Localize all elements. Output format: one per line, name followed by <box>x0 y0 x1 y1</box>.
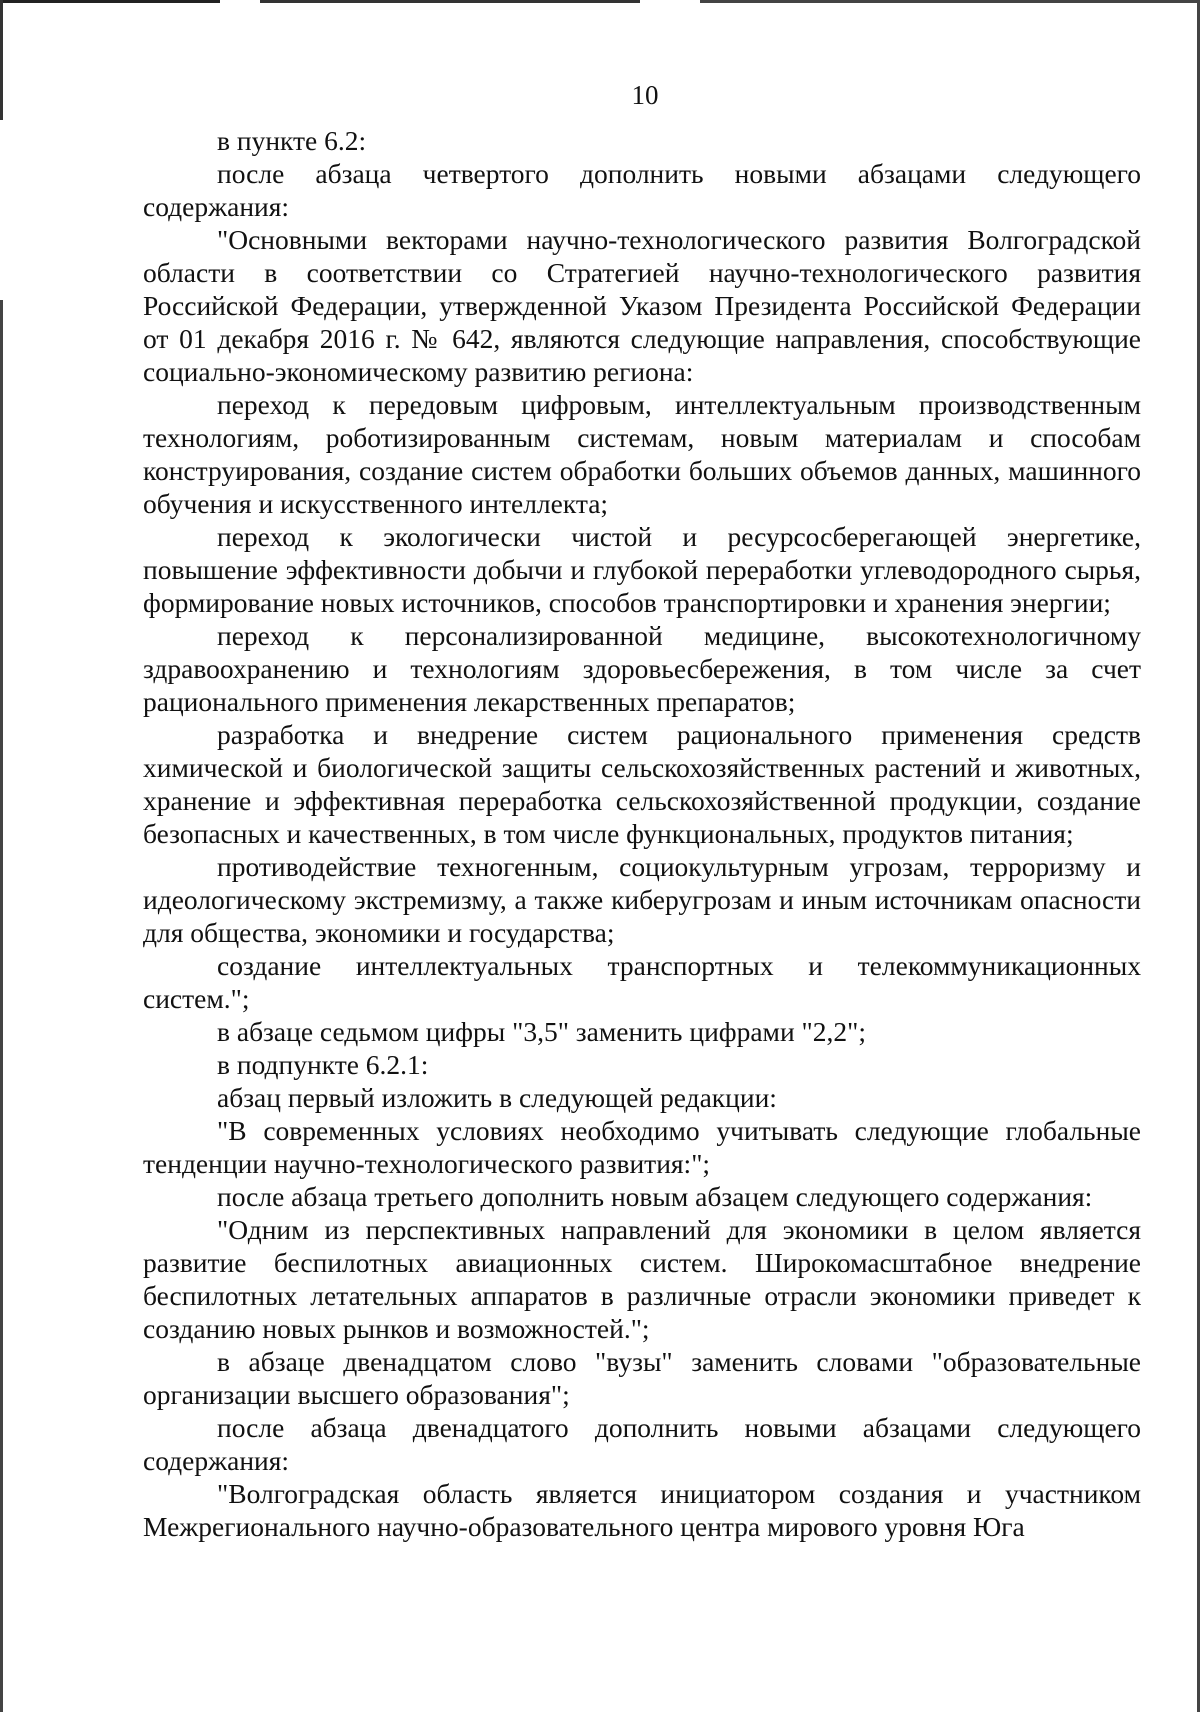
paragraph: противодействие техногенным, социокультурным угрозам, терроризму и идеологическому экстремизму, а также киберугрозам и иным источникам опасности для общества, экономики и государства; <box>143 851 1141 948</box>
paragraph: в абзаце седьмом цифры "3,5" заменить цифрами "2,2"; <box>217 1016 867 1047</box>
paragraph: после абзаца третьего дополнить новым абзацем следующего содержания: <box>217 1181 1093 1212</box>
paragraph: абзац первый изложить в следующей редакции: <box>217 1082 777 1113</box>
paragraph: после абзаца двенадцатого дополнить новыми абзацами следующего содержания: <box>143 1412 1141 1476</box>
paragraph: в абзаце двенадцатом слово "вузы" заменить словами "образовательные организации высшего образования"; <box>143 1346 1141 1410</box>
paragraph: после абзаца четвертого дополнить новыми абзацами следующего содержания: <box>143 158 1141 222</box>
paragraph: "Одним из перспективных направлений для экономики в целом является развитие беспилотных авиационных систем. Широкомасштабное внедрение беспилотных летательных аппаратов в различные отрасли экономики приведет к созданию новых рынков и возможностей."; <box>143 1214 1141 1344</box>
paragraph: в подпункте 6.2.1: <box>217 1049 429 1080</box>
scan-edge-top <box>0 0 1200 3</box>
paragraph: "Волгоградская область является инициатором создания и участником Межрегионального научно-образовательного центра мирового уровня Юга <box>143 1478 1141 1542</box>
paragraph: переход к передовым цифровым, интеллектуальным производственным технологиям, роботизированным системам, новым материалам и способам конструирования, создание систем обработки больших объемов данных, машинного обучения и искусственного интеллекта; <box>143 389 1141 519</box>
paragraph: в пункте 6.2: <box>217 125 367 156</box>
page-number: 10 <box>631 80 659 110</box>
paragraph: разработка и внедрение систем рационального применения средств химической и биологической защиты сельскохозяйственных растений и животных, хранение и эффективная переработка сельскохозяйственной продукции, создание безопасных и качественных, в том числе функциональных, продуктов питания; <box>143 719 1141 849</box>
paragraph: создание интеллектуальных транспортных и телекоммуникационных систем."; <box>143 950 1141 1014</box>
paragraph: "Основными векторами научно-технологического развития Волгоградской области в соответствии со Стратегией научно-технологического развития Российской Федерации, утвержденной Указом Президента Российской Федерации от 01 декабря 2016 г. № 642, являются следующие направления, способствующие социально-экономическому развитию региона: <box>143 224 1141 387</box>
paragraph: переход к экологически чистой и ресурсосберегающей энергетике, повышение эффективности добычи и глубокой переработки углеводородного сырья, формирование новых источников, способов транспортировки и хранения энергии; <box>143 521 1141 618</box>
document-body <box>143 124 1141 1543</box>
paragraph: "В современных условиях необходимо учитывать следующие глобальные тенденции научно-технологического развития:"; <box>143 1115 1141 1179</box>
scan-edge-left <box>0 0 3 1712</box>
paragraph: переход к персонализированной медицине, высокотехнологичному здравоохранению и технологиям здоровьесбережения, в том числе за счет рационального применения лекарственных препаратов; <box>143 620 1141 717</box>
